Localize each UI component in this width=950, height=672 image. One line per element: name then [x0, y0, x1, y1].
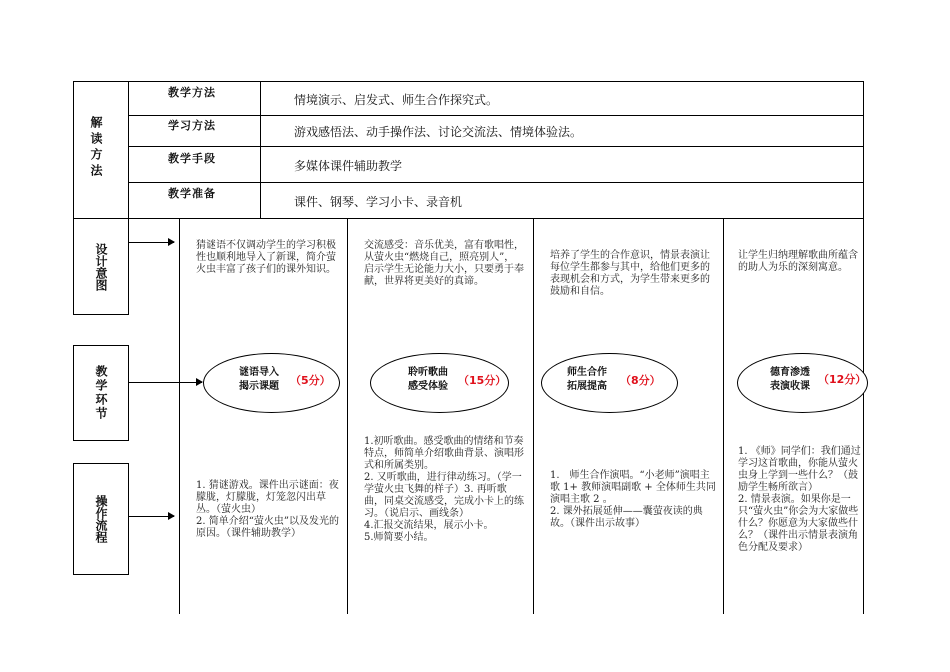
operation-flow-box: 操作流程: [73, 463, 129, 575]
table-col-divider: [128, 81, 129, 218]
column-divider: [533, 218, 534, 614]
stage-duration: （8分）: [620, 374, 661, 387]
method-row-label: 教学方法: [168, 86, 216, 99]
design-note: 猜谜语不仅调动学生的学习积极性也顺利地导入了新课，简介萤火虫丰富了孩子们的课外知识。: [196, 240, 336, 275]
teaching-steps-box: 教学环节: [73, 345, 129, 441]
design-note: 交流感受：音乐优美，富有歌唱性，从萤火虫“燃烧自己，照亮别人”，启示学生无论能力大小，只要勇于奉献，世界将更美好的真谛。: [364, 240, 524, 287]
method-row-value: 游戏感悟法、动手操作法、讨论交流法、情境体验法。: [294, 125, 583, 139]
column-divider: [179, 218, 180, 614]
column-divider: [347, 218, 348, 614]
stage-duration: （15分）: [458, 374, 507, 387]
method-row-label: 教学手段: [168, 152, 216, 165]
method-row-value: 情境演示、启发式、师生合作探究式。: [294, 93, 499, 107]
flow-note: 1. 师生合作演唱。“小老师”演唱主歌 1+ 教师演唱副歌 + 全体师生共同演唱主歌 2 。 2. 课外拓展延伸——囊萤夜读的典故。（课件出示故事）: [550, 470, 716, 529]
column-divider: [723, 218, 724, 614]
stage-duration: （5分）: [290, 374, 331, 387]
design-note: 让学生归纳理解歌曲所蕴含的助人为乐的深刻寓意。: [738, 250, 858, 273]
table-right-border: [863, 81, 864, 218]
design-intent-box: 设计意图: [73, 218, 129, 315]
flow-note: 1. 《师》同学们：我们通过学习这首歌曲，你能从萤火虫身上学到一些什么？（鼓励学生畅所欲言） 2. 情景表演。如果你是一只“萤火虫”你会为大家做些什么？你愿意为大家做些什么？（课件出示情景表演角色分配及要求）: [738, 446, 861, 553]
stage-title: 师生合作 拓展提高: [567, 367, 607, 392]
arrow-icon: [128, 516, 174, 517]
method-row-value: 多媒体课件辅助教学: [294, 159, 403, 173]
method-row-label: 教学准备: [168, 187, 216, 200]
design-note: 培养了学生的合作意识，情景表演让每位学生都参与其中，给他们更多的表现机会和方式，为学生带来更多的鼓励和自信。: [550, 250, 710, 297]
table-row-divider: [128, 115, 864, 116]
stage-title: 聆听歌曲 感受体验: [408, 367, 448, 392]
table-left-border: [73, 81, 74, 218]
method-row-label: 学习方法: [168, 119, 216, 132]
flow-note: 1.初听歌曲。感受歌曲的情绪和节奏特点，师简单介绍歌曲背景、演唱形式和所属类别。 2. 又听歌曲，进行律动练习。（学一学萤火虫飞舞的样子）3. 再听歌曲，同桌交流感受，完成小卡上的练习。（说启示、画线条） 4.汇报交流结果，展示小卡。 5.师简要小结。: [364, 436, 524, 543]
table-row-divider: [128, 182, 864, 183]
table-bottom-border: [73, 218, 864, 219]
flow-note: 1. 猜谜游戏。课件出示谜面：夜朦胧，灯朦胧，灯笼忽闪出草丛。（萤火虫） 2. 简单介绍“萤火虫”以及发光的原因。（课件辅助教学）: [196, 480, 339, 539]
stage-title: 谜语导入 揭示课题: [239, 367, 279, 392]
table-top-border: [73, 81, 864, 82]
arrow-icon: [128, 382, 202, 383]
table-col-divider: [260, 81, 261, 218]
stage-duration: （12分）: [818, 373, 867, 386]
arrow-icon: [128, 242, 174, 243]
method-row-value: 课件、钢琴、学习小卡、录音机: [294, 195, 463, 209]
stage-title: 德育渗透 表演收课: [770, 367, 810, 392]
table-row-divider: [128, 146, 864, 147]
method-side-label: 解读方法: [89, 116, 103, 180]
column-divider: [863, 218, 864, 614]
